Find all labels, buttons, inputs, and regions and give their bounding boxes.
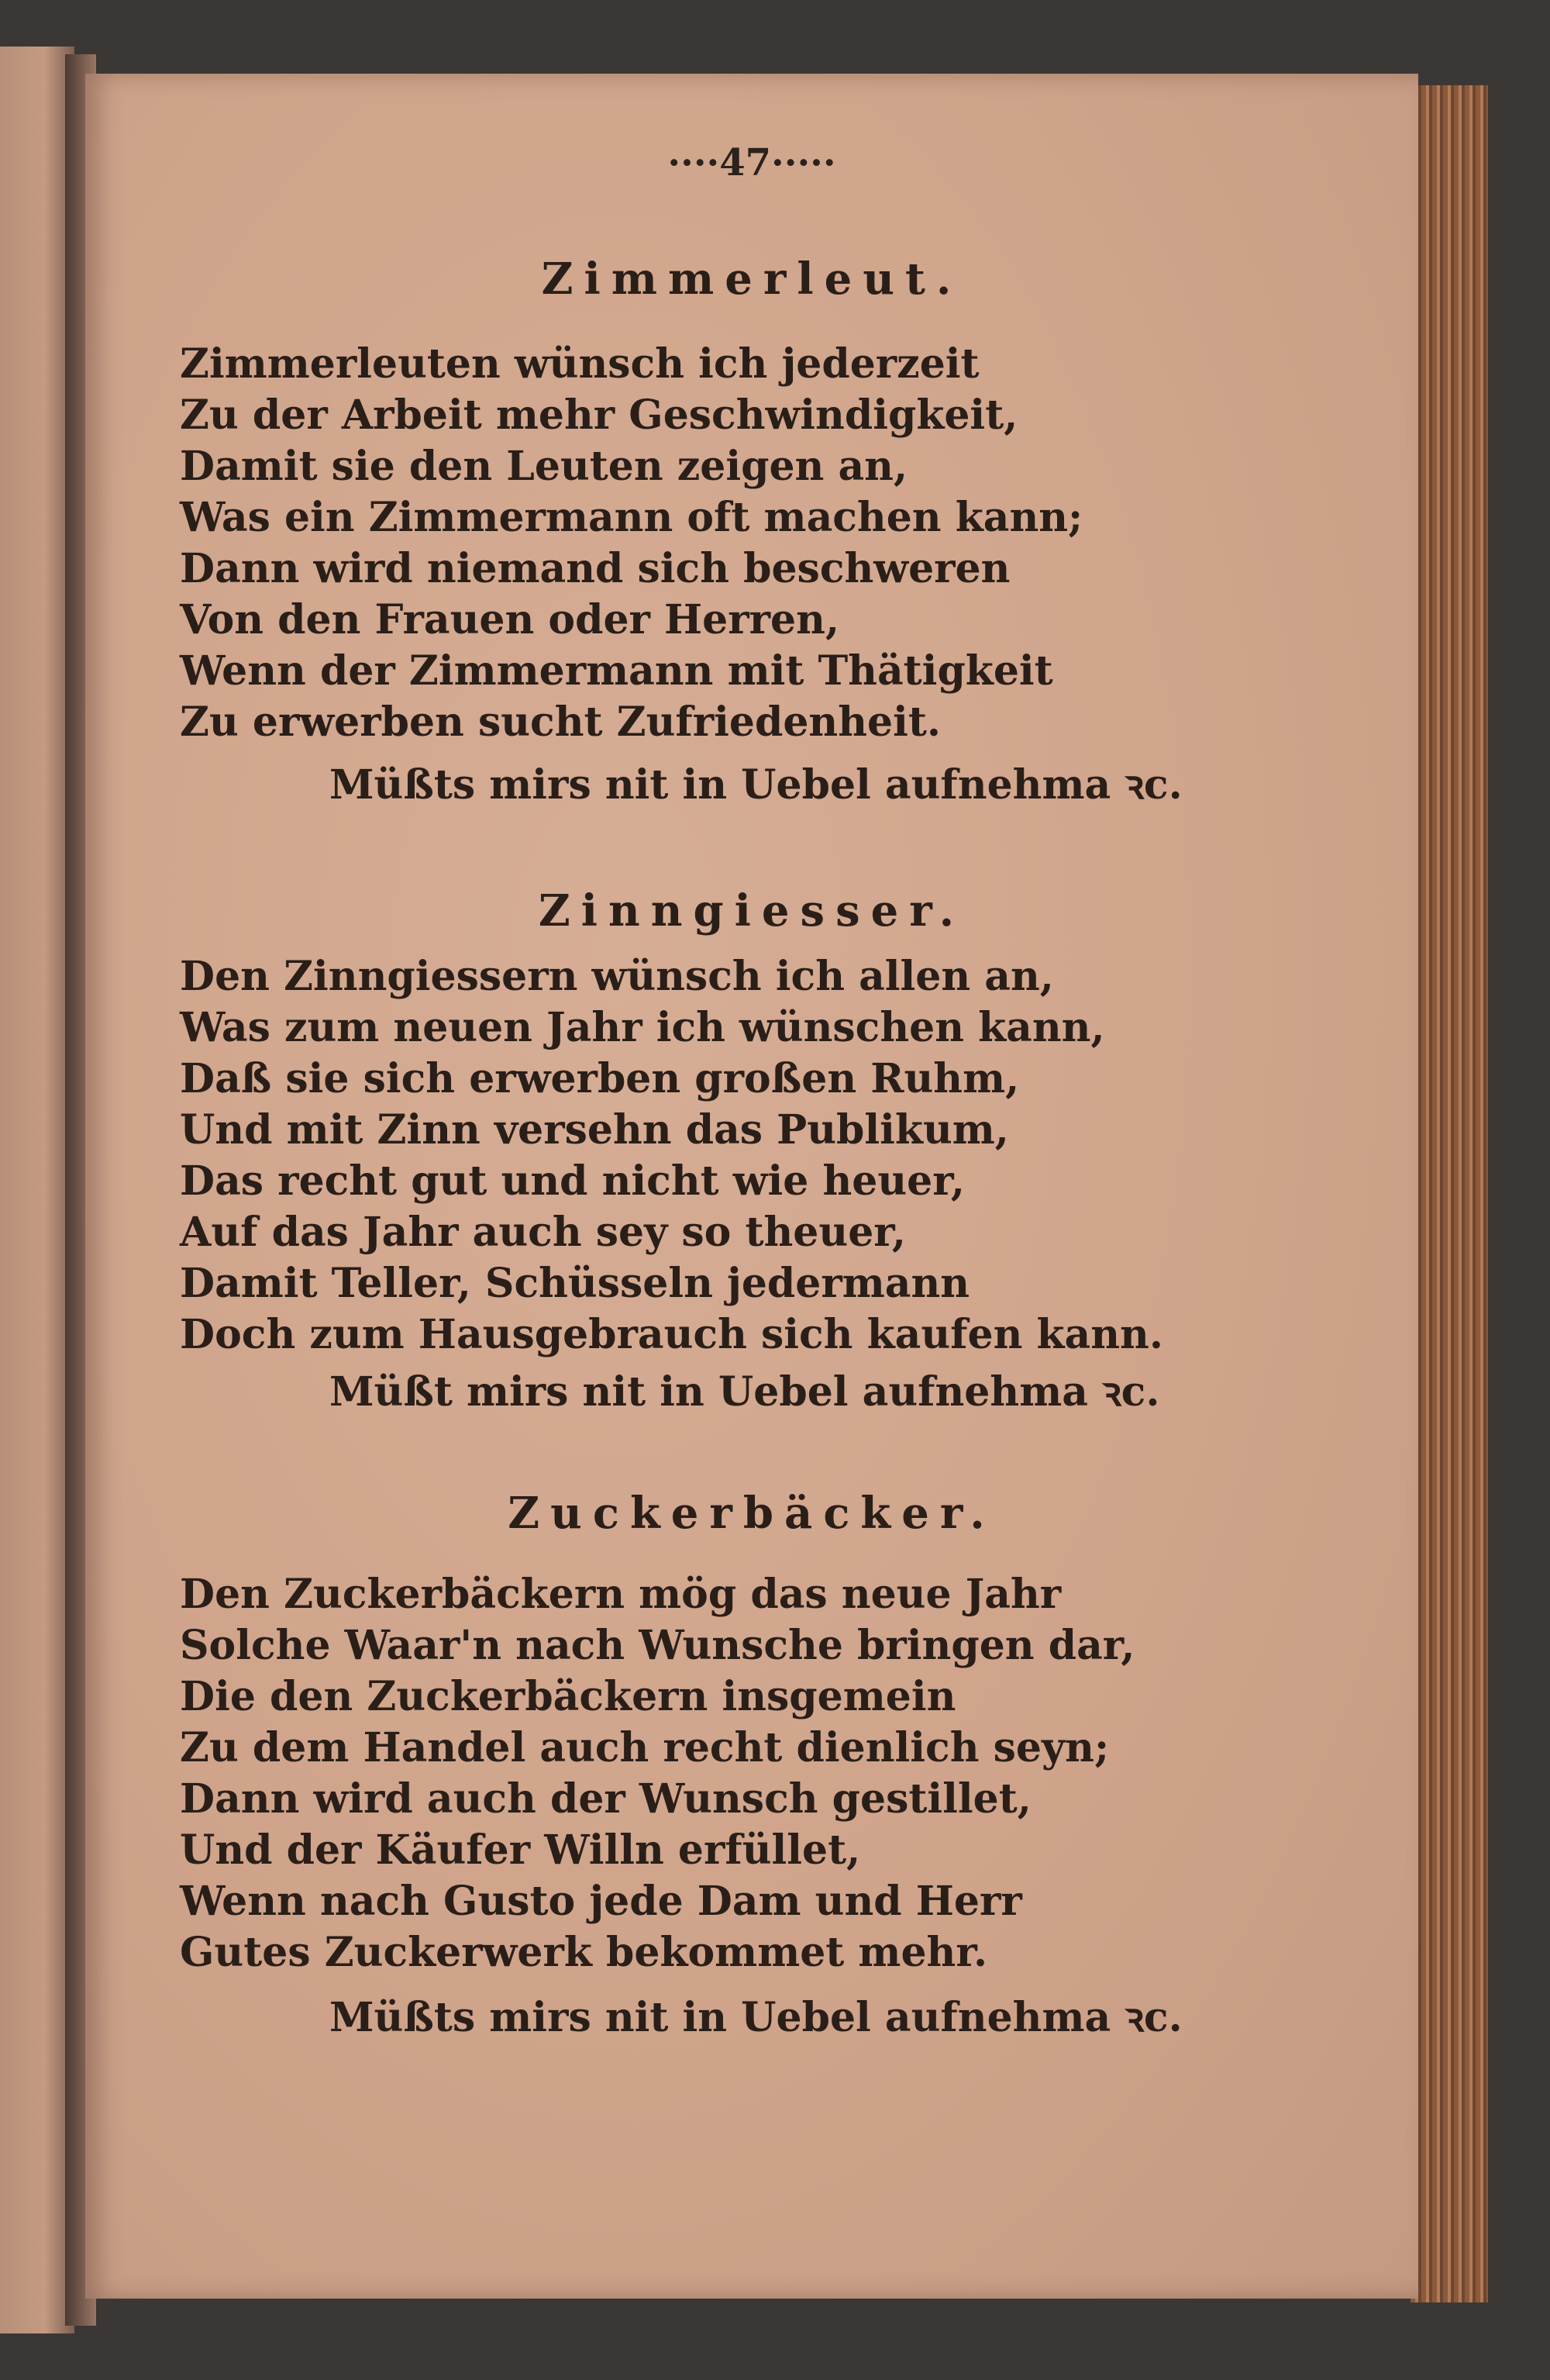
verse: [180, 1569, 1135, 1978]
verse-line: Von den Frauen oder Herren,: [180, 596, 840, 643]
verse-line: Den Zuckerbäckern mög das neue Jahr: [180, 1571, 1062, 1618]
verse-line: Und der Käufer Willn erfüllet,: [180, 1826, 861, 1874]
section-title: Zinngiesser.: [538, 885, 966, 936]
refrain: Müßts mirs nit in Uebel aufnehma ꝛc.: [329, 761, 1183, 809]
verse-line: Doch zum Hausgebrauch sich kaufen kann.: [180, 1311, 1163, 1358]
verse-line: Damit Teller, Schüsseln jedermann: [180, 1260, 970, 1307]
previous-page-edge: [0, 47, 74, 2333]
verse-line: Zu der Arbeit mehr Geschwindigkeit,: [180, 391, 1018, 439]
verse-line: Den Zinngiessern wünsch ich allen an,: [180, 953, 1054, 1000]
section-title: Zuckerbäcker.: [508, 1488, 996, 1539]
verse-line: Das recht gut und nicht wie heuer,: [180, 1157, 965, 1205]
refrain: Müßts mirs nit in Uebel aufnehma ꝛc.: [329, 1994, 1183, 2041]
verse-line: Dann wird niemand sich beschweren: [180, 545, 1011, 592]
section-title: Zimmerleut.: [541, 254, 963, 305]
verse-line: Und mit Zinn versehn das Publikum,: [180, 1106, 1009, 1154]
verse-line: Wenn der Zimmermann mit Thätigkeit: [180, 647, 1053, 695]
book-page: [85, 74, 1418, 2299]
verse-line: Zimmerleuten wünsch ich jederzeit: [180, 340, 980, 388]
verse-line: Damit sie den Leuten zeigen an,: [180, 443, 908, 490]
verse-line: Solche Waar'n nach Wunsche bringen dar,: [180, 1622, 1135, 1669]
page-number: ····47·····: [667, 141, 836, 185]
verse-line: Zu erwerben sucht Zufriedenheit.: [180, 698, 942, 746]
verse-line: Dann wird auch der Wunsch gestillet,: [180, 1775, 1032, 1823]
verse: [180, 339, 1083, 748]
verse-line: Wenn nach Gusto jede Dam und Herr: [180, 1878, 1022, 1925]
verse-line: Zu dem Handel auch recht dienlich seyn;: [180, 1724, 1110, 1771]
refrain: Müßt mirs nit in Uebel aufnehma ꝛc.: [329, 1368, 1160, 1416]
verse-line: Daß sie sich erwerben großen Ruhm,: [180, 1055, 1020, 1102]
verse-line: Gutes Zuckerwerk bekommet mehr.: [180, 1929, 988, 1976]
verse-line: Die den Zuckerbäckern insgemein: [180, 1673, 956, 1720]
verse-line: Auf das Jahr auch sey so theuer,: [180, 1209, 906, 1256]
verse: [180, 951, 1163, 1361]
verse-line: Was ein Zimmermann oft machen kann;: [180, 494, 1083, 541]
verse-line: Was zum neuen Jahr ich wünschen kann,: [180, 1004, 1105, 1051]
page-stack-edge: [1410, 85, 1488, 2302]
